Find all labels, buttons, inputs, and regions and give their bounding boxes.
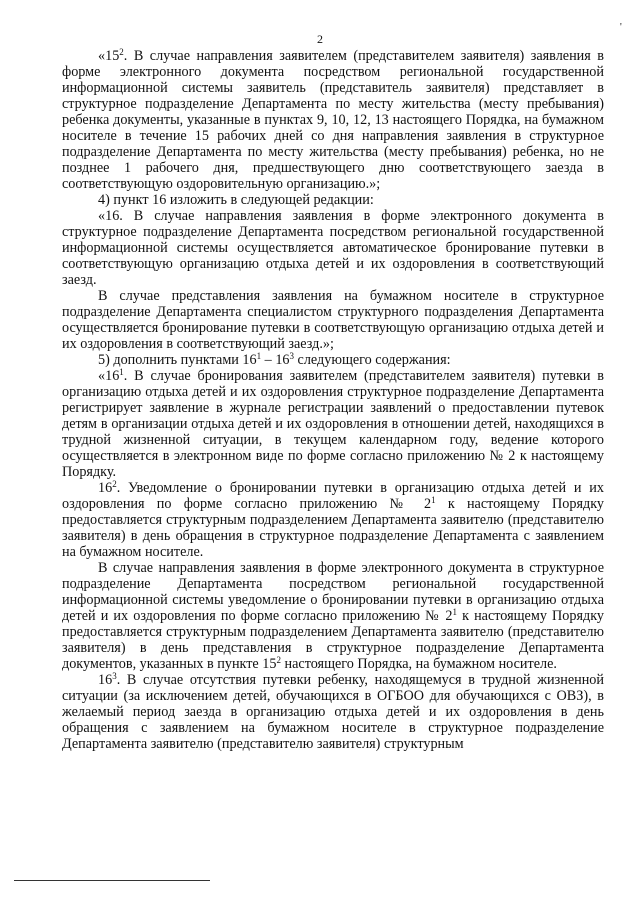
text-run: 5) дополнить пунктами 16 — [98, 352, 257, 368]
text-run: В случае представления заявления на бумажном носителе в структурное подразделение Департамента специалистом структурного подразделения Департамента осуществляется бронирование путевки в соответствующую организацию отдыха детей и их оздоровления в соответствующий заезд.»; — [62, 288, 604, 352]
superscript: 1 — [452, 607, 457, 617]
text-run: . Уведомление о бронировании путевки в организацию отдыха детей и их оздоровления по форме согласно приложению № 2 — [62, 480, 604, 512]
superscript: 1 — [256, 351, 262, 361]
corner-mark: ' — [620, 22, 622, 33]
paragraph — [62, 560, 604, 672]
text-run: 4) пункт 16 изложить в следующей редакции: — [98, 192, 374, 208]
paragraph — [62, 192, 604, 208]
paragraph — [62, 352, 604, 368]
superscript: 2 — [119, 47, 124, 57]
superscript: 3 — [112, 671, 117, 681]
paragraph — [62, 288, 604, 352]
text-run: 16 — [98, 480, 113, 496]
text-run: . В случае направления заявителем (представителем заявителя) заявления в форме электронного документа посредством региональной государственной информационной системы заявитель (представитель заявителя) представляет в структурное подразделение Департамента по месту жительства (месту пребывания) ребенка документы, указанные в пунктах 9, 10, 12, 13 настоящего Порядка, на бумажном носителе в течение 15 рабочих дней со дня направления заявления в структурное подразделение Департамента по месту жительства (месту пребывания) ребенка, но не позднее 1 рабочего дня, предшествующего дню соответствующего заезда в соответствующую оздоровительную организацию.»; — [62, 48, 604, 192]
paragraph — [62, 208, 604, 288]
text-run: . В случае отсутствия путевки ребенку, находящемуся в трудной жизненной ситуации (за исключением детей, обучающихся в ОГБОО для обучающихся с ОВЗ), в желаемый период заезда в организацию отдыха детей и их оздоровления в день обращения с заявлением на бумажном носителе в структурное подразделение Департамента заявителю (представителю заявителя) структурным — [62, 672, 604, 752]
superscript: 2 — [276, 655, 281, 665]
paragraph — [62, 48, 604, 192]
text-run: «16 — [98, 368, 120, 384]
superscript: 2 — [112, 479, 117, 489]
text-run: к настоящему Порядку предоставляется структурным подразделением Департамента заявителю (представителю заявителя) в день представления в структурное подразделение Департамента документов, указанных в пункте 15 — [62, 608, 605, 672]
text-run: следующего содержания: — [294, 352, 451, 368]
footer-rule — [14, 880, 210, 881]
paragraph — [62, 480, 604, 560]
text-run: 16 — [98, 672, 113, 688]
superscript: 1 — [119, 367, 124, 377]
document-body — [62, 48, 604, 752]
text-run: – 16 — [261, 352, 290, 368]
text-run: . В случае бронирования заявителем (представителем заявителя) путевки в организацию отдыха детей и их оздоровления структурное подразделение Департамента регистрирует заявление в журнале регистрации заявлений о предоставлении путевок детям в организации отдыха детей и их оздоровления в отношении детей, находящихся в трудной жизненной ситуации, в текущем календарном году, ведение которого осуществляется в электронном виде по форме согласно приложению № 2 к настоящему Порядку. — [62, 368, 604, 480]
superscript: 3 — [289, 351, 294, 361]
text-run: к настоящему Порядку предоставляется структурным подразделением Департамента заявителю (представителю заявителя) в день обращения в структурное подразделение Департамента с заявлением на бумажном носителе. — [62, 496, 604, 560]
text-run: настоящего Порядка, на бумажном носителе. — [280, 656, 557, 672]
paragraph — [62, 368, 604, 480]
superscript: 1 — [431, 495, 436, 505]
text-run: «16. В случае направления заявления в форме электронного документа в структурное подразделение Департамента посредством региональной государственной информационной системы осуществляется автоматическое бронирование путевки в соответствующую организацию отдыха детей и их оздоровления в соответствующий заезд. — [62, 208, 604, 288]
page-number: 2 — [317, 32, 323, 46]
text-run: «15 — [98, 48, 120, 64]
paragraph — [62, 672, 604, 752]
text-run: В случае направления заявления в форме электронного документа в структурное подразделение Департамента посредством региональной государственной информационной системы уведомление о бронировании путевки в организацию отдыха детей и их оздоровления по форме согласно приложению № 2 — [62, 560, 604, 624]
